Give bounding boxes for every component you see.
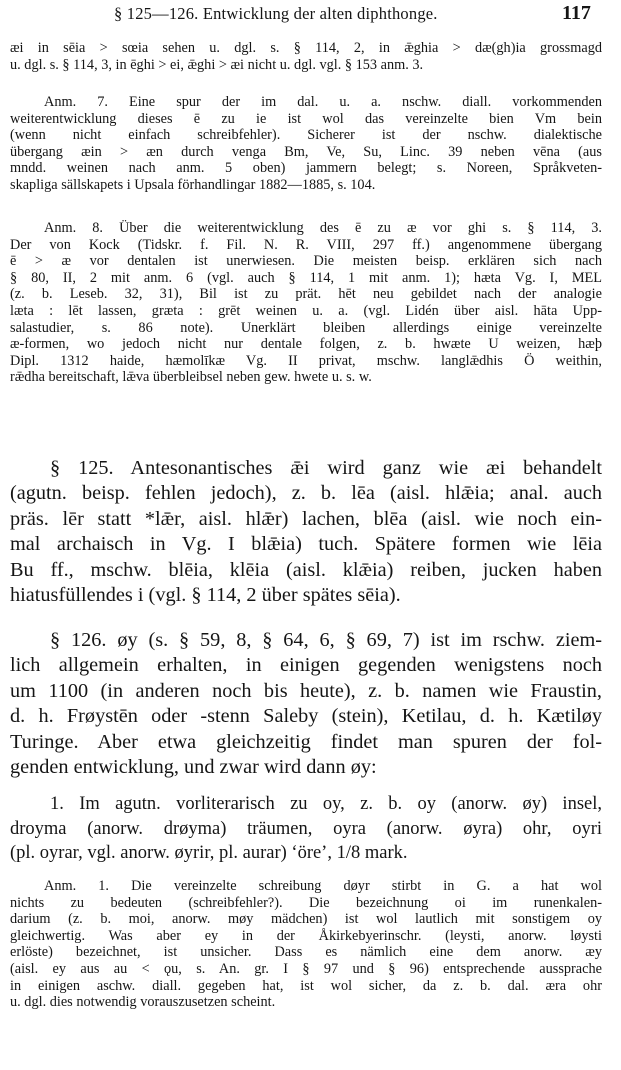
text-line: d. h. Frøystēn oder -stenn Saleby (stein), Ketilau, d. h. Kætiløy: [10, 705, 602, 728]
page-number: 117: [562, 2, 591, 24]
text-line: skapliga sällskapets i Upsala förhandlingar 1882—1885, s. 104.: [10, 176, 376, 193]
footnote-continuation: [10, 40, 602, 73]
note-anm-7: [10, 94, 602, 194]
section-125: [10, 456, 602, 608]
text-line: erlöste) bezeichnet, ist unsicher. Dass es nämlich eine dem anorw. æy: [10, 944, 602, 961]
text-line: salastudier, s. 86 note). Unerklärt bleiben allerdings einige vereinzelte: [10, 319, 602, 336]
note-anm-1: [10, 878, 602, 1011]
text-line: darium (z. b. moi, anorw. møy mädchen) ist wol lautlich mit sonstigem oy: [10, 911, 602, 928]
text-line: § 126. øy (s. § 59, 8, § 64, 6, § 69, 7) ist im rschw. ziem-: [50, 629, 602, 651]
text-line: Anm. 8. Über die weiterentwicklung des ē zu æ vor ghi s. § 114, 3.: [44, 220, 602, 236]
text-line: læta : lēt lassen, græta : grēt weinen u. a. (vgl. Lidén über aisl. hāta Upp-: [10, 302, 602, 319]
note-anm-8: [10, 220, 602, 386]
text-line: übergang æin > æn durch venga Bm, Ve, Su, Linc. 39 neben vēna (aus: [10, 143, 602, 160]
text-line: weiterentwicklung dieses ē zu ie ist wol das vereinzelte bien Vm bein: [10, 110, 602, 127]
text-line: (z. b. Leseb. 32, 31), Bil ist zu prät. hēt neu gebildet nach der analogie: [10, 286, 602, 303]
text-line: (aisl. ey aus au < ǫu, s. An. gr. I § 97 und § 96) entsprechende aussprache: [10, 960, 602, 977]
text-line: æi in sēia > sœia sehen u. dgl. s. § 114, 2, in ǣghia > dæ(gh)ia grossmagd: [10, 40, 602, 56]
text-line: (pl. oyrar, vgl. anorw. øyrir, pl. aurar) ‘öre’, 1/8 mark.: [10, 843, 408, 864]
text-line: Anm. 1. Die vereinzelte schreibung døyr stirbt in G. a hat wol: [44, 878, 602, 894]
text-line: rǣdha bereitschaft, lǣva überbleibsel neben gew. hwete u. s. w.: [10, 369, 372, 386]
text-line: u. dgl. dies notwendig vorauszusetzen scheint.: [10, 994, 276, 1011]
text-line: Bu ff., mschw. blēia, klēia (aisl. klǣia) reiben, jucken haben: [10, 558, 602, 581]
text-line: lich allgemein erhalten, in einigen gegenden wenigstens noch: [10, 654, 602, 677]
text-line: Der von Kock (Tidskr. f. Fil. N. R. VIII, 297 ff.) angenommene übergang: [10, 236, 602, 253]
item-1: [10, 792, 602, 866]
text-line: ē > æ vor dentalen ist unerwiesen. Die meisten beisp. erklären sich nach: [10, 253, 602, 270]
running-header: [0, 4, 621, 30]
text-line: Dipl. 1312 haide, hæmolīkæ Vg. II privat, mschw. langlǣdhis Ö weithin,: [10, 352, 602, 369]
text-line: (agutn. beisp. fehlen jedoch), z. b. lēa (aisl. hlǣia; anal. auch: [10, 482, 602, 505]
text-line: nichts zu bedeuten (schreibfehler?). Die bezeichnung oi im runenkalen-: [10, 894, 602, 911]
text-line: droyma (anorw. drøyma) träumen, oyra (anorw. øyra) ohr, oyri: [10, 818, 602, 839]
text-line: u. dgl. s. § 114, 3, in ēghi > ei, ǣghi > æi nicht u. dgl. vgl. § 153 anm. 3.: [10, 56, 424, 73]
text-line: genden entwicklung, und zwar wird dann øy:: [10, 756, 377, 779]
text-line: um 1100 (in anderen noch bis heute), z. b. namen wie Fraustin,: [10, 679, 602, 702]
text-line: mndd. weinen nach anm. 5 oben) jammern belegt; s. Noreen, Språkveten-: [10, 160, 602, 177]
text-line: in einigen aschw. diall. gegeben hat, ist wol sicher, da z. b. dal. æra ohr: [10, 977, 602, 994]
text-line: (wenn nicht einfach schreibfehler). Sicherer ist der nschw. dialektische: [10, 127, 602, 144]
text-line: hiatusfüllendes i (vgl. § 114, 2 über spätes sēia).: [10, 584, 401, 607]
text-line: § 125. Antesonantisches ǣi wird ganz wie æi behandelt: [50, 457, 602, 479]
section-126: [10, 628, 602, 780]
text-line: 1. Im agutn. vorliterarisch zu oy, z. b. oy (anorw. øy) insel,: [50, 794, 602, 814]
text-line: § 80, II, 2 mit anm. 6 (vgl. auch § 114, 1 mit anm. 1); hæta Vg. I, MEL: [10, 269, 602, 286]
text-line: gleichwertig. Was aber ey in der Åkirkebyerinschr. (leysti, anorw. løysti: [10, 927, 602, 944]
text-line: æ-formen, wo jedoch nicht nur dentale folgen, z. b. hwæte U weizen, hæþ: [10, 336, 602, 353]
text-line: Anm. 7. Eine spur der im dal. u. a. nschw. diall. vorkommenden: [44, 94, 602, 110]
text-line: präs. lēr statt *lǣr, aisl. hlǣr) lachen, blēa (aisl. wie noch ein-: [10, 507, 602, 530]
running-title: § 125—126. Entwicklung der alten diphthonge.: [114, 4, 438, 23]
text-line: mal archaisch in Vg. I blǣia) tuch. Spätere formen wie lēia: [10, 533, 602, 556]
text-line: Turinge. Aber etwa gleichzeitig findet man spuren der fol-: [10, 730, 602, 753]
